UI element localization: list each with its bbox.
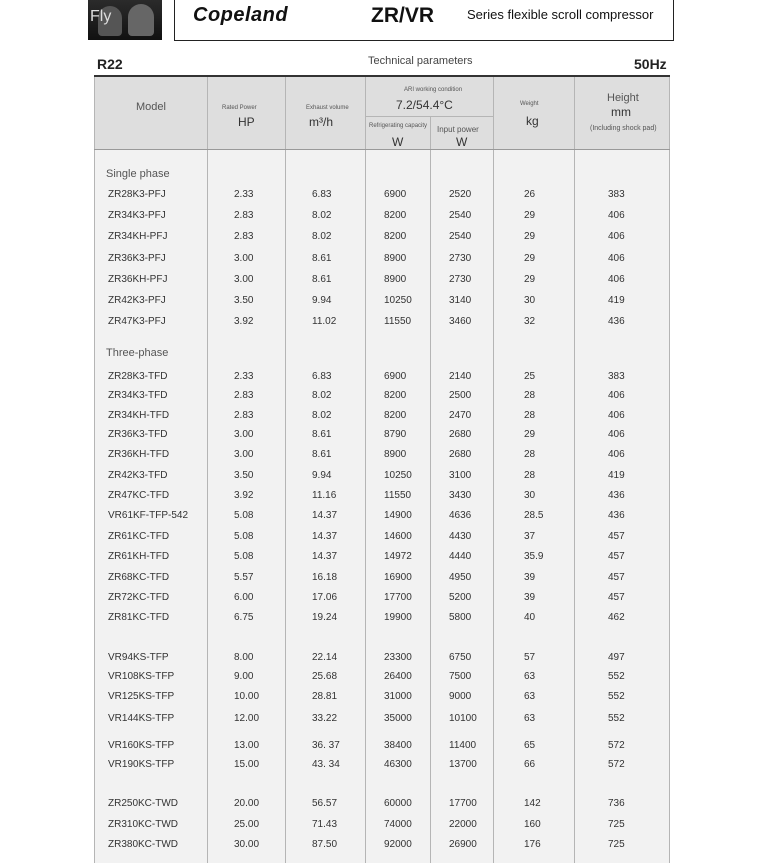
cell-weight: 28.5 bbox=[524, 510, 544, 521]
cell-height: 436 bbox=[608, 510, 625, 521]
cell-model: ZR81KC-TFD bbox=[108, 612, 170, 623]
cell-model: ZR34KH-TFD bbox=[108, 410, 170, 421]
cell-exhaust-volume: 6.83 bbox=[312, 371, 332, 382]
table-row bbox=[94, 253, 670, 271]
cell-input-power: 3100 bbox=[449, 470, 472, 481]
cell-rated-power: 3.92 bbox=[234, 316, 254, 327]
header-exhaust-volume: Exhaust volume bbox=[306, 105, 349, 111]
table-row bbox=[94, 295, 670, 313]
cell-exhaust-volume: 36. 37 bbox=[312, 740, 340, 751]
cell-height: 406 bbox=[608, 231, 625, 242]
cell-height: 552 bbox=[608, 671, 625, 682]
cell-refrigerating-capacity: 8900 bbox=[384, 253, 407, 264]
cell-input-power: 2140 bbox=[449, 371, 472, 382]
cell-model: ZR47K3-PFJ bbox=[108, 316, 166, 327]
table-row bbox=[94, 819, 670, 837]
cell-rated-power: 3.92 bbox=[234, 490, 254, 501]
cell-rated-power: 6.00 bbox=[234, 592, 254, 603]
section-title: Technical parameters bbox=[368, 55, 473, 67]
cell-height: 436 bbox=[608, 490, 625, 501]
cell-height: 736 bbox=[608, 798, 625, 809]
cell-rated-power: 9.00 bbox=[234, 671, 254, 682]
cell-exhaust-volume: 8.02 bbox=[312, 231, 332, 242]
cell-input-power: 26900 bbox=[449, 839, 477, 850]
cell-input-power: 17700 bbox=[449, 798, 477, 809]
cell-height: 572 bbox=[608, 759, 625, 770]
cell-weight: 30 bbox=[524, 295, 536, 306]
cell-exhaust-volume: 11.02 bbox=[312, 316, 337, 327]
table-row bbox=[94, 759, 670, 777]
cell-height: 457 bbox=[608, 551, 625, 562]
cell-exhaust-volume: 9.94 bbox=[312, 470, 332, 481]
cell-exhaust-volume: 9.94 bbox=[312, 295, 332, 306]
cell-refrigerating-capacity: 6900 bbox=[384, 189, 407, 200]
table-row bbox=[94, 371, 670, 389]
cell-weight: 30 bbox=[524, 490, 536, 501]
cell-input-power: 2680 bbox=[449, 429, 472, 440]
cell-weight: 66 bbox=[524, 759, 536, 770]
cell-refrigerating-capacity: 10250 bbox=[384, 295, 412, 306]
cell-input-power: 3460 bbox=[449, 316, 472, 327]
cell-height: 572 bbox=[608, 740, 625, 751]
cell-rated-power: 6.75 bbox=[234, 612, 254, 623]
cell-model: ZR42K3-TFD bbox=[108, 470, 168, 481]
cell-refrigerating-capacity: 8200 bbox=[384, 410, 407, 421]
table-row bbox=[94, 449, 670, 467]
cell-model: ZR61KH-TFD bbox=[108, 551, 170, 562]
table-row bbox=[94, 410, 670, 428]
cell-refrigerating-capacity: 14972 bbox=[384, 551, 412, 562]
cell-model: ZR28K3-PFJ bbox=[108, 189, 166, 200]
cell-height: 406 bbox=[608, 274, 625, 285]
cell-input-power: 10100 bbox=[449, 713, 477, 724]
header-weight-unit: kg bbox=[526, 114, 539, 128]
table-row bbox=[94, 551, 670, 569]
cell-input-power: 5200 bbox=[449, 592, 472, 603]
cell-height: 406 bbox=[608, 210, 625, 221]
cell-exhaust-volume: 16.18 bbox=[312, 572, 338, 583]
table-row bbox=[94, 839, 670, 857]
table-row bbox=[94, 691, 670, 709]
cell-input-power: 2520 bbox=[449, 189, 472, 200]
header-input-power-unit: W bbox=[456, 135, 468, 149]
table-row bbox=[94, 713, 670, 731]
cell-model: ZR36KH-TFD bbox=[108, 449, 170, 460]
cell-rated-power: 2.33 bbox=[234, 371, 254, 382]
cell-refrigerating-capacity: 10250 bbox=[384, 470, 412, 481]
table-row bbox=[94, 740, 670, 758]
cell-weight: 63 bbox=[524, 713, 536, 724]
refrigerant-label: R22 bbox=[97, 56, 123, 72]
cell-refrigerating-capacity: 8200 bbox=[384, 390, 407, 401]
cell-height: 419 bbox=[608, 295, 625, 306]
cell-exhaust-volume: 14.37 bbox=[312, 510, 338, 521]
cell-weight: 29 bbox=[524, 210, 536, 221]
table-row bbox=[94, 531, 670, 549]
cell-height: 406 bbox=[608, 410, 625, 421]
cell-input-power: 3430 bbox=[449, 490, 472, 501]
cell-weight: 28 bbox=[524, 449, 536, 460]
cell-height: 457 bbox=[608, 572, 625, 583]
cell-rated-power: 25.00 bbox=[234, 819, 260, 830]
cell-exhaust-volume: 87.50 bbox=[312, 839, 338, 850]
cell-input-power: 2540 bbox=[449, 210, 472, 221]
header-exhaust-volume-unit: m³/h bbox=[309, 115, 333, 129]
table-row bbox=[94, 572, 670, 590]
cell-weight: 26 bbox=[524, 189, 536, 200]
cell-model: ZR72KC-TFD bbox=[108, 592, 170, 603]
cell-exhaust-volume: 8.02 bbox=[312, 410, 332, 421]
cell-input-power: 4440 bbox=[449, 551, 472, 562]
cell-weight: 176 bbox=[524, 839, 541, 850]
cell-rated-power: 15.00 bbox=[234, 759, 260, 770]
cell-refrigerating-capacity: 46300 bbox=[384, 759, 412, 770]
cell-exhaust-volume: 28.81 bbox=[312, 691, 338, 702]
cell-model: ZR36KH-PFJ bbox=[108, 274, 168, 285]
table-row bbox=[94, 390, 670, 408]
cell-height: 419 bbox=[608, 470, 625, 481]
table-row bbox=[94, 189, 670, 207]
header-weight: Weight bbox=[520, 101, 539, 107]
cell-rated-power: 30.00 bbox=[234, 839, 260, 850]
cell-weight: 37 bbox=[524, 531, 536, 542]
cell-input-power: 5800 bbox=[449, 612, 472, 623]
cell-height: 552 bbox=[608, 691, 625, 702]
cell-exhaust-volume: 14.37 bbox=[312, 551, 338, 562]
cell-exhaust-volume: 25.68 bbox=[312, 671, 338, 682]
cell-exhaust-volume: 33.22 bbox=[312, 713, 338, 724]
cell-weight: 63 bbox=[524, 671, 536, 682]
cell-refrigerating-capacity: 35000 bbox=[384, 713, 412, 724]
cell-model: ZR47KC-TFD bbox=[108, 490, 170, 501]
cell-input-power: 11400 bbox=[449, 740, 477, 751]
cell-refrigerating-capacity: 74000 bbox=[384, 819, 412, 830]
cell-height: 552 bbox=[608, 713, 625, 724]
cell-height: 406 bbox=[608, 429, 625, 440]
cell-refrigerating-capacity: 23300 bbox=[384, 652, 412, 663]
cell-rated-power: 5.08 bbox=[234, 551, 254, 562]
header-refrigerating-capacity: Refrigerating capacity bbox=[369, 123, 428, 129]
cell-weight: 28 bbox=[524, 390, 536, 401]
series-title: Series flexible scroll compressor bbox=[467, 7, 654, 22]
cell-model: VR160KS-TFP bbox=[108, 740, 175, 751]
cell-input-power: 22000 bbox=[449, 819, 477, 830]
cell-weight: 28 bbox=[524, 470, 536, 481]
cell-exhaust-volume: 8.61 bbox=[312, 274, 332, 285]
cell-weight: 63 bbox=[524, 691, 536, 702]
table-row bbox=[94, 592, 670, 610]
cell-exhaust-volume: 8.61 bbox=[312, 253, 332, 264]
cell-rated-power: 2.83 bbox=[234, 390, 254, 401]
cell-rated-power: 3.00 bbox=[234, 449, 254, 460]
cell-model: ZR380KC-TWD bbox=[108, 839, 179, 850]
cell-exhaust-volume: 17.06 bbox=[312, 592, 338, 603]
cell-exhaust-volume: 14.37 bbox=[312, 531, 338, 542]
header-model: Model bbox=[136, 101, 166, 113]
cell-height: 383 bbox=[608, 189, 625, 200]
header-height: Height bbox=[607, 92, 639, 104]
cell-model: ZR250KC-TWD bbox=[108, 798, 179, 809]
header-ari-condition: ARI working condition bbox=[404, 87, 463, 93]
cell-refrigerating-capacity: 17700 bbox=[384, 592, 412, 603]
cell-rated-power: 5.08 bbox=[234, 531, 254, 542]
cell-height: 725 bbox=[608, 839, 625, 850]
cell-input-power: 13700 bbox=[449, 759, 477, 770]
cell-rated-power: 3.00 bbox=[234, 429, 254, 440]
table-header-bg bbox=[94, 77, 670, 149]
cell-refrigerating-capacity: 14900 bbox=[384, 510, 412, 521]
cell-refrigerating-capacity: 6900 bbox=[384, 371, 407, 382]
table-row bbox=[94, 316, 670, 334]
cell-refrigerating-capacity: 26400 bbox=[384, 671, 412, 682]
header-rated-power: Rated Power bbox=[222, 105, 257, 111]
cell-weight: 32 bbox=[524, 316, 536, 327]
cell-input-power: 3140 bbox=[449, 295, 472, 306]
photo-watermark: Fly bbox=[90, 8, 112, 25]
cell-refrigerating-capacity: 31000 bbox=[384, 691, 412, 702]
cell-rated-power: 3.50 bbox=[234, 295, 254, 306]
cell-input-power: 2470 bbox=[449, 410, 472, 421]
table-row bbox=[94, 612, 670, 630]
cell-input-power: 4636 bbox=[449, 510, 472, 521]
cell-model: ZR310KC-TWD bbox=[108, 819, 179, 830]
cell-weight: 160 bbox=[524, 819, 541, 830]
cell-input-power: 9000 bbox=[449, 691, 472, 702]
header-ari-values: 7.2/54.4°C bbox=[396, 98, 453, 112]
table-row bbox=[94, 798, 670, 816]
cell-model: VR94KS-TFP bbox=[108, 652, 169, 663]
cell-input-power: 2680 bbox=[449, 449, 472, 460]
cell-exhaust-volume: 8.02 bbox=[312, 390, 332, 401]
table-row bbox=[94, 470, 670, 488]
cell-refrigerating-capacity: 8900 bbox=[384, 274, 407, 285]
cell-input-power: 2730 bbox=[449, 274, 472, 285]
cell-exhaust-volume: 56.57 bbox=[312, 798, 338, 809]
cell-model: VR144KS-TFP bbox=[108, 713, 175, 724]
cell-weight: 25 bbox=[524, 371, 536, 382]
section-single-phase: Single phase bbox=[106, 168, 170, 180]
cell-model: VR61KF-TFP-542 bbox=[108, 510, 189, 521]
table-row bbox=[94, 429, 670, 447]
cell-rated-power: 12.00 bbox=[234, 713, 260, 724]
compressor-photo bbox=[88, 0, 162, 40]
cell-height: 406 bbox=[608, 253, 625, 264]
cell-rated-power: 3.50 bbox=[234, 470, 254, 481]
cell-input-power: 6750 bbox=[449, 652, 472, 663]
cell-model: VR190KS-TFP bbox=[108, 759, 175, 770]
cell-model: ZR34K3-TFD bbox=[108, 390, 168, 401]
cell-input-power: 4950 bbox=[449, 572, 472, 583]
cell-height: 436 bbox=[608, 316, 625, 327]
cell-weight: 65 bbox=[524, 740, 536, 751]
cell-weight: 142 bbox=[524, 798, 541, 809]
header-refrigerating-capacity-unit: W bbox=[392, 135, 404, 149]
table-row bbox=[94, 652, 670, 670]
cell-rated-power: 2.33 bbox=[234, 189, 254, 200]
cell-weight: 28 bbox=[524, 410, 536, 421]
cell-exhaust-volume: 19.24 bbox=[312, 612, 338, 623]
cell-rated-power: 3.00 bbox=[234, 274, 254, 285]
cell-rated-power: 8.00 bbox=[234, 652, 254, 663]
cell-height: 406 bbox=[608, 390, 625, 401]
model-series: ZR/VR bbox=[371, 4, 434, 27]
cell-height: 725 bbox=[608, 819, 625, 830]
cell-model: VR125KS-TFP bbox=[108, 691, 175, 702]
cell-exhaust-volume: 71.43 bbox=[312, 819, 338, 830]
cell-weight: 35.9 bbox=[524, 551, 544, 562]
cell-input-power: 2500 bbox=[449, 390, 472, 401]
header-rated-power-unit: HP bbox=[238, 115, 255, 129]
cell-height: 462 bbox=[608, 612, 625, 623]
cell-refrigerating-capacity: 8200 bbox=[384, 210, 407, 221]
spec-table bbox=[94, 77, 670, 863]
cell-height: 383 bbox=[608, 371, 625, 382]
table-row bbox=[94, 671, 670, 689]
table-row bbox=[94, 510, 670, 528]
cell-refrigerating-capacity: 38400 bbox=[384, 740, 412, 751]
cell-model: ZR61KC-TFD bbox=[108, 531, 170, 542]
cell-refrigerating-capacity: 8900 bbox=[384, 449, 407, 460]
cell-model: ZR68KC-TFD bbox=[108, 572, 170, 583]
cell-rated-power: 3.00 bbox=[234, 253, 254, 264]
compressor-dome-right bbox=[128, 4, 154, 36]
cell-rated-power: 20.00 bbox=[234, 798, 260, 809]
cell-refrigerating-capacity: 60000 bbox=[384, 798, 412, 809]
cell-input-power: 2540 bbox=[449, 231, 472, 242]
cell-height: 457 bbox=[608, 531, 625, 542]
table-row bbox=[94, 210, 670, 228]
cell-rated-power: 2.83 bbox=[234, 210, 254, 221]
cell-model: ZR36K3-PFJ bbox=[108, 253, 166, 264]
cell-exhaust-volume: 8.61 bbox=[312, 449, 332, 460]
frequency-label: 50Hz bbox=[634, 56, 667, 72]
cell-refrigerating-capacity: 11550 bbox=[384, 490, 412, 501]
cell-refrigerating-capacity: 19900 bbox=[384, 612, 412, 623]
cell-model: ZR34KH-PFJ bbox=[108, 231, 168, 242]
cell-input-power: 7500 bbox=[449, 671, 472, 682]
cell-input-power: 4430 bbox=[449, 531, 472, 542]
cell-weight: 57 bbox=[524, 652, 536, 663]
cell-refrigerating-capacity: 11550 bbox=[384, 316, 412, 327]
cell-exhaust-volume: 22.14 bbox=[312, 652, 338, 663]
cell-rated-power: 10.00 bbox=[234, 691, 260, 702]
cell-height: 457 bbox=[608, 592, 625, 603]
grid-line bbox=[94, 149, 670, 150]
cell-refrigerating-capacity: 16900 bbox=[384, 572, 412, 583]
cell-weight: 39 bbox=[524, 592, 536, 603]
cell-exhaust-volume: 8.61 bbox=[312, 429, 332, 440]
table-row bbox=[94, 490, 670, 508]
cell-model: VR108KS-TFP bbox=[108, 671, 175, 682]
cell-refrigerating-capacity: 92000 bbox=[384, 839, 412, 850]
grid-line bbox=[365, 116, 493, 117]
cell-exhaust-volume: 6.83 bbox=[312, 189, 332, 200]
cell-model: ZR42K3-PFJ bbox=[108, 295, 166, 306]
cell-exhaust-volume: 11.16 bbox=[312, 490, 337, 501]
table-row bbox=[94, 274, 670, 292]
cell-weight: 29 bbox=[524, 274, 536, 285]
cell-refrigerating-capacity: 8200 bbox=[384, 231, 407, 242]
cell-rated-power: 2.83 bbox=[234, 410, 254, 421]
cell-height: 497 bbox=[608, 652, 625, 663]
cell-refrigerating-capacity: 8790 bbox=[384, 429, 407, 440]
cell-model: ZR28K3-TFD bbox=[108, 371, 168, 382]
cell-rated-power: 5.57 bbox=[234, 572, 254, 583]
cell-rated-power: 2.83 bbox=[234, 231, 254, 242]
cell-rated-power: 5.08 bbox=[234, 510, 254, 521]
header-height-note: (Including shock pad) bbox=[590, 125, 657, 132]
section-three-phase: Three-phase bbox=[106, 347, 169, 359]
cell-exhaust-volume: 43. 34 bbox=[312, 759, 340, 770]
table-row bbox=[94, 231, 670, 249]
cell-refrigerating-capacity: 14600 bbox=[384, 531, 412, 542]
cell-height: 406 bbox=[608, 449, 625, 460]
cell-weight: 29 bbox=[524, 253, 536, 264]
header-input-power: Input power bbox=[437, 125, 479, 134]
cell-input-power: 2730 bbox=[449, 253, 472, 264]
title-box bbox=[174, 0, 674, 41]
cell-model: ZR34K3-PFJ bbox=[108, 210, 166, 221]
cell-model: ZR36K3-TFD bbox=[108, 429, 168, 440]
cell-weight: 40 bbox=[524, 612, 536, 623]
brand-logo: Copeland bbox=[193, 4, 289, 26]
cell-exhaust-volume: 8.02 bbox=[312, 210, 332, 221]
cell-rated-power: 13.00 bbox=[234, 740, 260, 751]
cell-weight: 39 bbox=[524, 572, 536, 583]
header-height-unit: mm bbox=[611, 105, 631, 119]
cell-weight: 29 bbox=[524, 429, 536, 440]
cell-weight: 29 bbox=[524, 231, 536, 242]
